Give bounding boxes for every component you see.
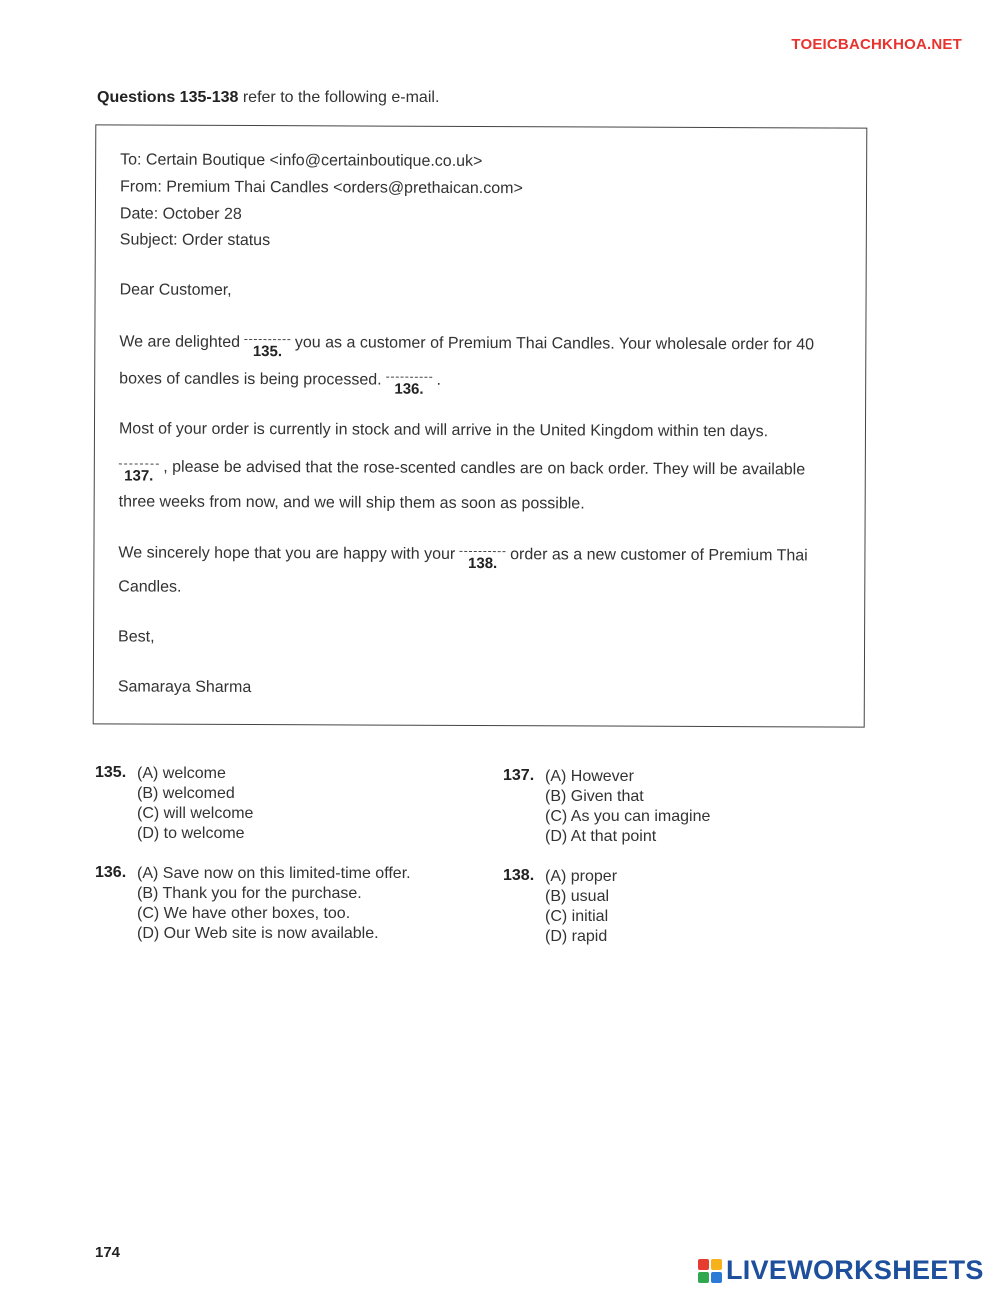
liveworksheets-logo xyxy=(698,1255,984,1286)
option-c[interactable]: (C) will welcome xyxy=(137,805,254,822)
blank-135-label: 135. xyxy=(252,343,283,361)
option-c[interactable]: (C) We have other boxes, too. xyxy=(137,905,351,922)
option-a[interactable]: (A) welcome xyxy=(137,765,226,782)
email-date: Date: October 28 xyxy=(119,205,242,223)
option-a[interactable]: (A) Save now on this limited-time offer. xyxy=(137,865,411,882)
option-b[interactable]: (B) Thank you for the purchase. xyxy=(137,885,362,902)
liveworksheets-logo-text: LIVEWORKSHEETS xyxy=(726,1255,984,1285)
option-c[interactable]: (C) As you can imagine xyxy=(545,808,711,825)
option-d[interactable]: (D) Our Web site is now available. xyxy=(137,925,379,942)
paragraph-3-line-2: Candles. xyxy=(118,578,182,596)
email-from: From: Premium Thai Candles <orders@prethaican.com> xyxy=(120,178,523,198)
option-c[interactable]: (C) initial xyxy=(545,908,609,925)
option-d[interactable]: (D) At that point xyxy=(545,828,657,845)
p3-text-b: order as a new customer of Premium Thai xyxy=(505,546,808,565)
p2-text-b: , please be advised that the rose-scented candles are on back order. They will be available xyxy=(158,458,806,479)
blank-136[interactable] xyxy=(386,371,432,398)
option-d[interactable]: (D) to welcome xyxy=(137,825,245,842)
p1-text-c: boxes of candles is being processed. xyxy=(119,370,387,389)
intro-text: refer to the following e-mail. xyxy=(238,89,440,106)
email-passage xyxy=(93,124,868,727)
blank-137[interactable] xyxy=(119,457,159,485)
site-watermark: TOEICBACHKHOA.NET xyxy=(791,36,962,53)
email-subject: Subject: Order status xyxy=(119,231,271,250)
liveworksheets-logo-icon xyxy=(698,1259,722,1283)
option-d[interactable]: (D) rapid xyxy=(545,928,608,945)
question-number: 137. xyxy=(503,767,535,784)
blank-138[interactable] xyxy=(460,545,506,573)
option-a[interactable]: (A) However xyxy=(545,768,634,785)
option-b[interactable]: (B) Given that xyxy=(545,788,644,805)
paragraph-1-line-1 xyxy=(119,332,815,361)
question-number: 136. xyxy=(95,864,127,881)
email-signature: Samaraya Sharma xyxy=(117,678,252,697)
p1-text-a: We are delighted xyxy=(119,333,245,351)
paragraph-1-line-2 xyxy=(119,369,441,398)
blank-137-label: 137. xyxy=(124,467,154,485)
p1-text-d: . xyxy=(431,371,441,389)
question-range: Questions 135-138 xyxy=(97,89,239,106)
blank-136-label: 136. xyxy=(394,380,424,398)
question-intro xyxy=(97,89,439,107)
option-b[interactable]: (B) usual xyxy=(545,888,610,905)
p3-text-a: We sincerely hope that you are happy with your xyxy=(118,544,460,563)
paragraph-2-line-1: Most of your order is currently in stock and will arrive in the United Kingdom within ten days. xyxy=(118,420,769,441)
email-closing: Best, xyxy=(118,628,155,646)
option-a[interactable]: (A) proper xyxy=(545,868,618,885)
paragraph-3-line-1 xyxy=(118,543,808,573)
paragraph-2-line-2 xyxy=(119,457,806,485)
question-number: 135. xyxy=(95,764,127,781)
option-b[interactable]: (B) welcomed xyxy=(137,785,235,802)
question-number: 138. xyxy=(503,867,535,884)
blank-135[interactable] xyxy=(244,333,290,361)
email-to: To: Certain Boutique <info@certainboutique.co.uk> xyxy=(120,151,483,171)
page-number: 174 xyxy=(95,1244,121,1261)
p1-text-b: you as a customer of Premium Thai Candles. Your wholesale order for 40 xyxy=(290,334,815,354)
blank-138-label: 138. xyxy=(467,554,498,573)
email-greeting: Dear Customer, xyxy=(119,281,232,299)
paragraph-2-line-3: three weeks from now, and we will ship them as soon as possible. xyxy=(118,493,585,513)
